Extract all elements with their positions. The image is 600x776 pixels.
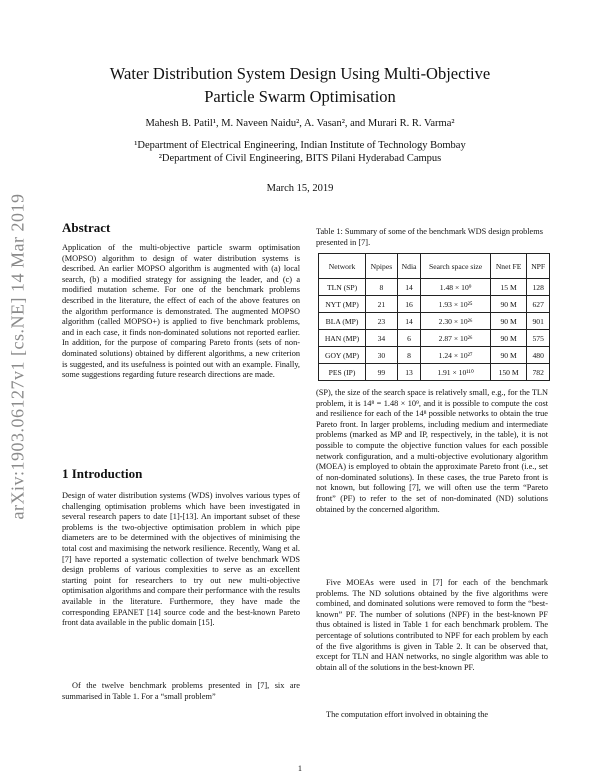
table-cell: 901 xyxy=(527,313,550,330)
table-cell: 15 M xyxy=(490,279,526,296)
table-row xyxy=(319,347,550,364)
intro-paragraph-2: Of the twelve benchmark problems presented in [7], six are summarised in Table 1. For a “small problem” xyxy=(62,681,300,701)
table-cell: 1.48 × 10⁹ xyxy=(421,279,490,296)
table-cell: 128 xyxy=(527,279,550,296)
author-list: Mahesh B. Patil¹, M. Naveen Naidu², A. Vasan², and Murari R. R. Varma² xyxy=(145,118,455,129)
table-cell: 8 xyxy=(366,279,398,296)
table-cell: 480 xyxy=(527,347,550,364)
benchmark-table xyxy=(318,253,550,381)
right-paragraph-1: (SP), the size of the search space is relatively small, e.g., for the TLN problem, it is 14⁸ = 1.48 × 10⁹, and it is possible to compute the cost and resilience for each of the 14⁸ possible networks to obtain the true Pareto front. In larger problems, including medium and intermediate problems (marked as MP and IP, respectively, in the table), it is not possible to compute the objective function values for each possible network configuration, and a multi-objective evolutionary algorithm (MOEA) is employed to obtain the approximate Pareto front (i.e., set of non-dominated solutions). In these cases, the true Pareto front is not known, but following [7], we will often use the term “Pareto front” (PF) to refer to the set of non-dominated (ND) solutions obtained by the concerned algorithm. xyxy=(316,388,548,514)
table-cell: HAN (MP) xyxy=(319,330,366,347)
table-cell: 14 xyxy=(397,279,421,296)
table-cell: 8 xyxy=(397,347,421,364)
col-header-npipes: Npipes xyxy=(366,254,398,279)
table-cell: 575 xyxy=(527,330,550,347)
right-paragraph-3: The computation effort involved in obtaining the xyxy=(326,710,489,719)
col-header-nfe: Nnet FE xyxy=(490,254,526,279)
table-cell: 90 M xyxy=(490,330,526,347)
paper-date: March 15, 2019 xyxy=(266,183,334,194)
table-row xyxy=(319,279,550,296)
table-cell: 30 xyxy=(366,347,398,364)
table-cell: 14 xyxy=(397,313,421,330)
affiliation-2: ²Department of Civil Engineering, BITS Pilani Hyderabad Campus xyxy=(158,153,442,164)
abstract-text: Application of the multi-objective particle swarm optimisation (MOPSO) algorithm to design of water distribution systems is described. An earlier MOPSO algorithm is augmented with (a) local search, (b) a modified strategy for assigning the leader, and (c) a modified mutation scheme. For one of the benchmark problems described in the literature, the effect of each of the above features on the algorithm performance is demonstrated. The augmented MOPSO algorithm (called MOPSO+) is applied to five benchmark problems, and in each case, it finds non-dominated solutions not reported earlier. In addition, for the purpose of comparing Pareto fronts (sets of non-dominated solutions) obtained by different algorithms, a new criterion is suggested, and its usefulness is pointed out with an example. Finally, some suggestions regarding future research directions are made. xyxy=(62,243,300,380)
col-header-search-space: Search space size xyxy=(421,254,490,279)
affiliation-1: ¹Department of Electrical Engineering, Indian Institute of Technology Bombay xyxy=(134,140,466,151)
table-cell: 90 M xyxy=(490,296,526,313)
table-cell: 2.87 × 10²⁶ xyxy=(421,330,490,347)
table-cell: 627 xyxy=(527,296,550,313)
table-cell: 1.24 × 10²⁷ xyxy=(421,347,490,364)
page-number: 1 xyxy=(297,764,303,773)
table-cell: 16 xyxy=(397,296,421,313)
table-cell: 90 M xyxy=(490,313,526,330)
paper-title xyxy=(60,62,540,108)
arxiv-side-label: arXiv:1903.06127v1 [cs.NE] 14 Mar 2019 xyxy=(7,193,28,520)
table-caption: Table 1: Summary of some of the benchmark WDS design problems presented in [7]. xyxy=(316,227,543,247)
title-line-1: Water Distribution System Design Using Multi-Objective xyxy=(109,64,491,83)
table-cell: PES (IP) xyxy=(319,364,366,381)
table-row xyxy=(319,330,550,347)
table-row xyxy=(319,296,550,313)
table-cell: 1.93 × 10²⁵ xyxy=(421,296,490,313)
col-header-ndia: Ndia xyxy=(397,254,421,279)
table-cell: 99 xyxy=(366,364,398,381)
table-cell: GOY (MP) xyxy=(319,347,366,364)
table-cell: 782 xyxy=(527,364,550,381)
table-cell: 13 xyxy=(397,364,421,381)
table-cell: 34 xyxy=(366,330,398,347)
introduction-heading: 1 Introduction xyxy=(62,466,143,481)
table-header-row xyxy=(319,254,550,279)
table-row xyxy=(319,313,550,330)
table-cell: 21 xyxy=(366,296,398,313)
table-cell: 1.91 × 10¹¹⁰ xyxy=(421,364,490,381)
table-cell: NYT (MP) xyxy=(319,296,366,313)
right-paragraph-2: Five MOEAs were used in [7] for each of the benchmark problems. The ND solutions obtained by the five algorithms were combined, and dominated solutions were removed to form the “best-known” PF. The number of solutions (NPF) in the best-known PF thus obtained is listed in Table 1 for each benchmark problem. The percentage of solutions contributed to NPF for each problem by each of the five algorithms is given in Table 2. It can be observed that, except for TLN and HAN networks, no single algorithm was able to obtain all of the solutions in the best-known PF. xyxy=(316,578,548,672)
table-cell: 150 M xyxy=(490,364,526,381)
table-cell: 90 M xyxy=(490,347,526,364)
table-cell: BLA (MP) xyxy=(319,313,366,330)
abstract-heading: Abstract xyxy=(62,220,111,235)
table-cell: TLN (SP) xyxy=(319,279,366,296)
table-row xyxy=(319,364,550,381)
table-cell: 23 xyxy=(366,313,398,330)
title-line-2: Particle Swarm Optimisation xyxy=(204,87,396,106)
table-cell: 6 xyxy=(397,330,421,347)
col-header-network: Network xyxy=(319,254,366,279)
col-header-npf: NPF xyxy=(527,254,550,279)
intro-paragraph-1: Design of water distribution systems (WDS) involves various types of challenging optimisation problems which have been investigated in several research papers to date [1]-[13]. An important subset of these problems is the two-objective optimisation problem in which pipe diameters are to be determined with the objectives of minimising the total cost and maximising the network resilience. Recently, Wang et al. [7] have reported a systematic collection of twelve benchmark WDS design problems of various complexities to serve as an excellent starting point for researchers to try out new multi-objective optimisation algorithms and compare their performance with the results available in the literature. Furthermore, they have made the corresponding EPANET [14] source code and the best-known Pareto front data available in the public domain [15]. xyxy=(62,491,300,628)
table-cell: 2.30 × 10²⁶ xyxy=(421,313,490,330)
